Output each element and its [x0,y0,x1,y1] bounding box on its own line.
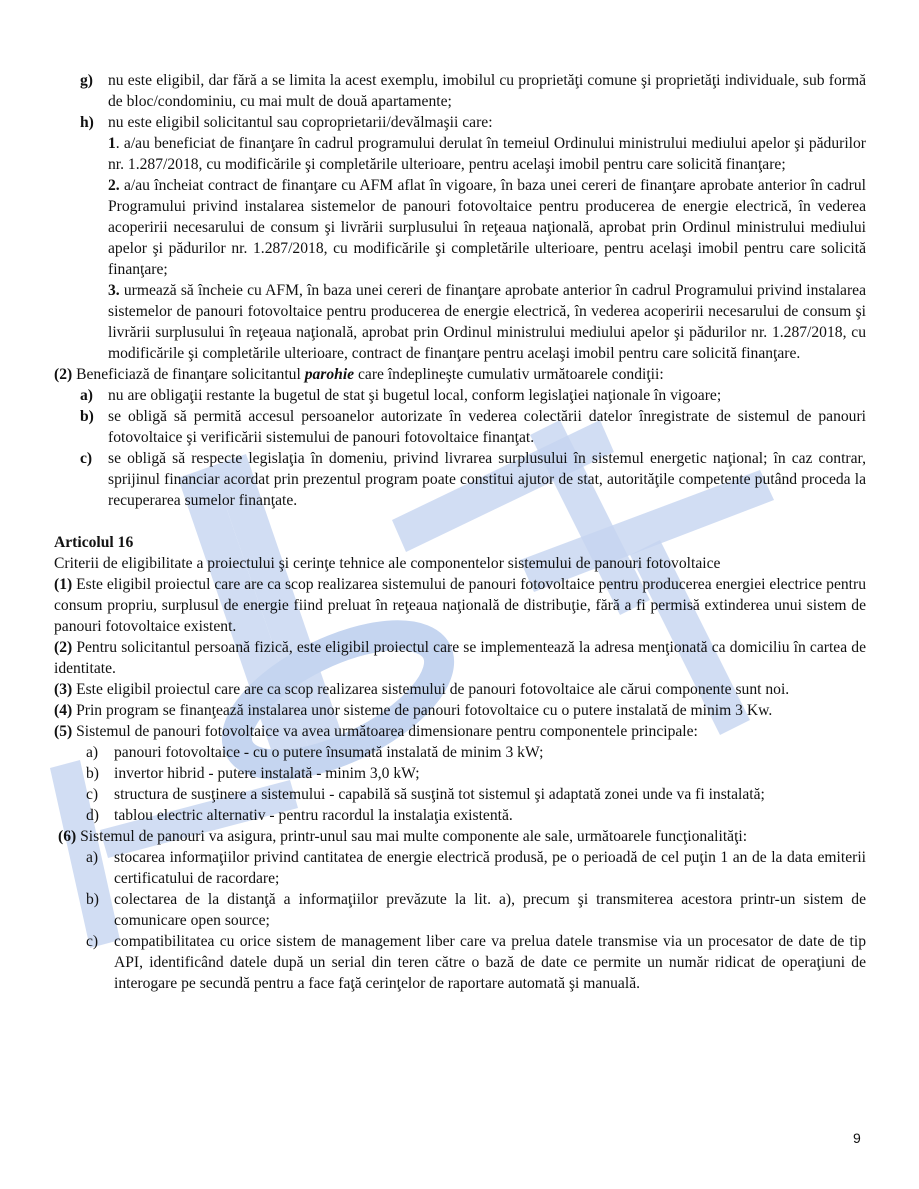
list-text: se obligă să permită accesul persoanelor autorizate în vederea colectării datelor înregistrate de sistemul de panouri fotovoltaice şi verificării sistemului de panouri fotovoltaice finanţat. [108,408,866,446]
list-text: nu are obligaţii restante la bugetul de stat şi bugetul local, conform legislaţiei naţionale în vigoare; [108,387,722,404]
paragraph-2: (2) Pentru solicitantul persoană fizică, este eligibil proiectul care se implementează la adresa menţionată ca domiciliu în cartea de identitate. [54,639,866,677]
list-item-h [54,112,866,133]
paragraph-5: (5) Sistemul de panouri fotovoltaice va avea următoarea dimensionare pentru componentele principale: [54,723,698,740]
list-text: tablou electric alternativ - pentru racordul la instalaţia existentă. [114,807,513,824]
list-text: se obligă să respecte legislaţia în domeniu, privind livrarea surplusului în sistemul energetic naţional; în caz contrar, sprijinul financiar acordat prin prezentul program poate constitui ajutor de stat, autorităţile competente putând proceda la recuperarea sumelor finanţate. [108,450,866,509]
list-text: structura de susţinere a sistemului - capabilă să susţină tot sistemul şi adaptată zonei unde va fi instalată; [114,786,765,803]
list-marker: a) [86,744,99,761]
paragraph-2-parohie: (2) Beneficiază de finanţare solicitantul parohie care îndeplineşte cumulativ următoarele condiţii: [54,366,664,383]
list-text: colectarea de la distanţă a informaţiilor prevăzute la lit. a), precum şi transmiterea acestora printr-un sistem de comunicare open source; [114,891,866,929]
list-item-a [54,385,866,406]
list-text: panouri fotovoltaice - cu o putere însumată instalată de minim 3 kW; [114,744,544,761]
list-marker: b) [80,408,94,425]
function-item-c [54,931,866,994]
component-item-c [54,784,866,805]
document-page [54,70,866,994]
list-marker: c) [80,450,93,467]
page-number: 9 [853,1130,861,1146]
list-marker: a) [86,849,99,866]
list-marker: b) [86,891,99,908]
list-marker: g) [80,72,93,89]
list-text: nu este eligibil, dar fără a se limita la acest exemplu, imobilul cu proprietăţi comune şi proprietăţi individuale, sub formă de bloc/condominiu, cu mai mult de două apartamente; [108,72,866,110]
paragraph-6: (6) Sistemul de panouri va asigura, printr-unul sau mai multe componente ale sale, următoarele funcţionalităţi: [58,828,748,845]
list-text: stocarea informaţiilor privind cantitatea de energie electrică produsă, pe o perioadă de cel puţin 1 an de la data emiterii certificatului de racordare; [114,849,866,887]
article-title: Articolul 16 [54,534,134,551]
list-item-b [54,406,866,448]
list-marker: d) [86,807,99,824]
paragraph-4: (4) Prin program se finanţează instalarea unor sisteme de panouri fotovoltaice cu o putere instalată de minim 3 Kw. [54,702,773,719]
list-item-g [54,70,866,112]
list-marker: a) [80,387,93,404]
component-item-d [54,805,866,826]
paragraph-3: (3) Este eligibil proiectul care are ca scop realizarea sistemului de panouri fotovoltaice ale cărui componente sunt noi. [54,681,790,698]
function-item-b [54,889,866,931]
paragraph-1: (1) Este eligibil proiectul care are ca scop realizarea sistemului de panouri fotovoltaice pentru producerea energiei electrice pentru consum propriu, surplusul de energie fiind preluat în reţeaua naţională de distribuţie, fără a fi permisă extinderea unui sistem de panouri fotovoltaice existent. [54,576,866,635]
h-subitem-2: 2. a/au încheiat contract de finanţare cu AFM aflat în vigoare, în baza unei cereri de finanţare aprobate anterior în cadrul Programului privind instalarea sistemelor de panouri fotovoltaice pentru producerea de energie electrică, în vederea acoperirii necesarului de consum şi livrării surplusului în reţeaua naţională, aprobat prin Ordinul ministrului mediului apelor şi pădurilor nr. 1.287/2018, cu modificările şi completările ulterioare, pentru acelaşi imobil pentru care solicită finanţare; [108,177,866,278]
list-text: nu este eligibil solicitantul sau coproprietarii/devălmaşii care: [108,114,493,131]
h-subitem-3: 3. urmează să încheie cu AFM, în baza unei cereri de finanţare aprobate anterior în cadrul Programului privind instalarea sistemelor de panouri fotovoltaice pentru producerea de energie electrică, în vederea acoperirii necesarului de consum şi livrării surplusului în reţeaua naţională, aprobat prin Ordinul ministrului mediului apelor şi pădurilor nr. 1.287/2018, cu modificările şi completările ulterioare, contract de finanţare pentru acelaşi imobil pentru care solicită finanţare. [108,282,866,362]
list-text: compatibilitatea cu orice sistem de management liber care va prelua datele transmise via un procesator de date de tip API, identificând datele după un serial din teren către o bază de date ce permite un număr ridicat de operaţiuni de interogare pe secundă pentru a face faţă cerinţelor de raportare automată şi manuală. [114,933,866,992]
component-item-b [54,763,866,784]
list-marker: c) [86,786,99,803]
list-item-c [54,448,866,511]
list-marker: h) [80,114,94,131]
list-marker: b) [86,765,99,782]
list-text: invertor hibrid - putere instalată - minim 3,0 kW; [114,765,420,782]
list-marker: c) [86,933,99,950]
article-subtitle: Criterii de eligibilitate a proiectului şi cerinţe tehnice ale componentelor sistemului de panouri fotovoltaice [54,555,721,572]
h-subitem-1: 1. a/au beneficiat de finanţare în cadrul programului derulat în temeiul Ordinului ministrului mediului apelor şi pădurilor nr. 1.287/2018, cu modificările şi completările ulterioare, pentru acelaşi imobil pentru care solicită finanţare; [108,135,866,173]
component-item-a [54,742,866,763]
function-item-a [54,847,866,889]
